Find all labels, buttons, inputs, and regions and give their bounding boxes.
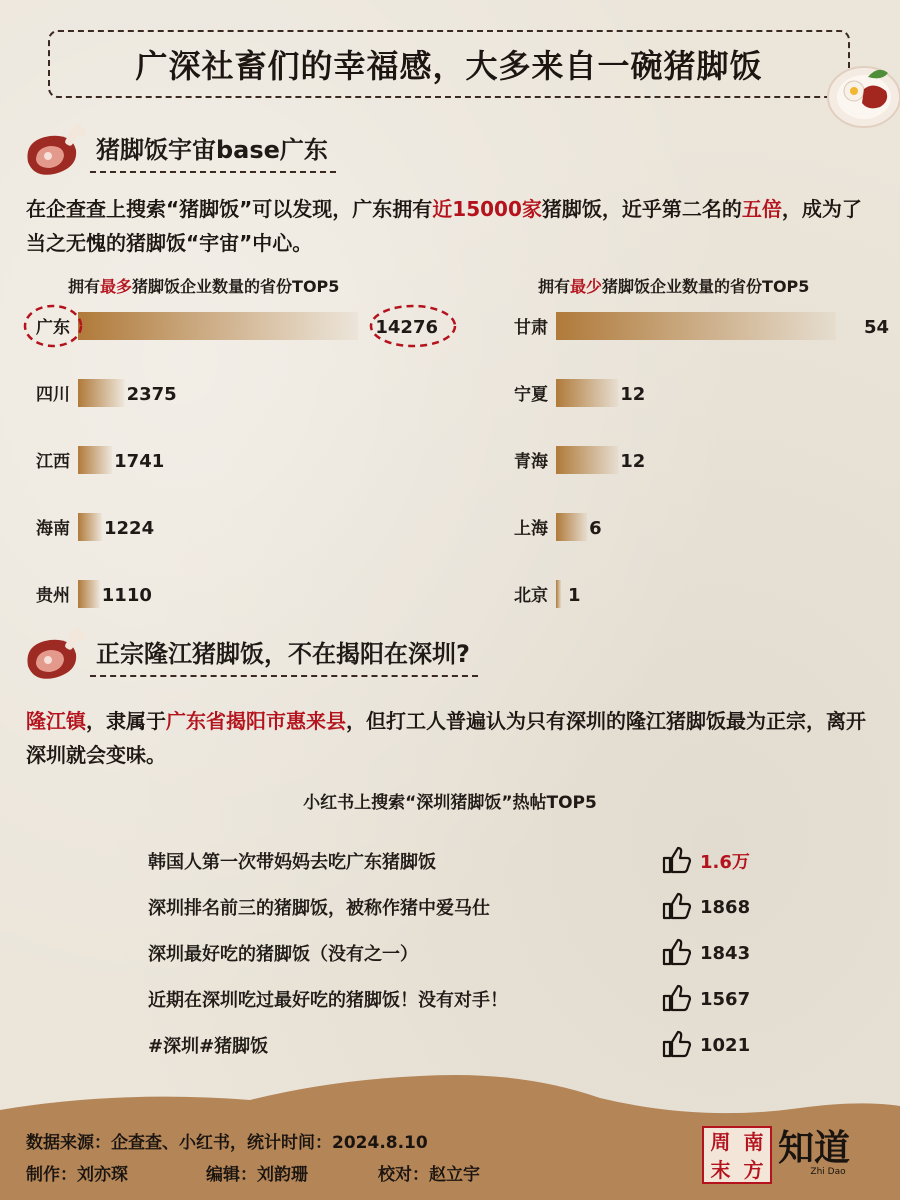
category-label: 广东 bbox=[36, 318, 70, 338]
value-label: 12 bbox=[620, 384, 646, 405]
post-title: 韩国人第一次带妈妈去吃广东猪脚饭 bbox=[148, 852, 436, 873]
para2-highlight-county: 广东省揭阳市惠来县 bbox=[166, 709, 346, 733]
post-likes: 1868 bbox=[700, 896, 751, 918]
page-title: 广深社畜们的幸福感，大多来自一碗猪脚饭 bbox=[135, 47, 763, 85]
section1-paragraph bbox=[26, 192, 876, 260]
value-label: 12 bbox=[620, 451, 646, 472]
para2-highlight-town: 隆江镇 bbox=[26, 709, 86, 733]
list-item bbox=[148, 838, 768, 884]
post-likes: 1567 bbox=[700, 988, 751, 1010]
list-item bbox=[148, 930, 768, 976]
chart-left-title-a: 拥有 bbox=[68, 277, 101, 296]
para1-text-b: 猪脚饭，近乎第二名的 bbox=[541, 197, 742, 221]
footer-source: 数据来源：企查查、小红书，统计时间：2024.8.10 bbox=[26, 1133, 428, 1153]
thumbs-up-icon bbox=[660, 936, 692, 968]
post-likes: 1843 bbox=[700, 942, 751, 964]
chart-right-title-c: 猪脚饭企业数量的省份TOP5 bbox=[602, 277, 810, 296]
value-label: 1110 bbox=[101, 585, 152, 606]
category-label: 贵州 bbox=[36, 586, 70, 606]
category-label: 上海 bbox=[514, 519, 548, 539]
post-likes: 1021 bbox=[700, 1034, 751, 1056]
section2-paragraph bbox=[26, 704, 876, 772]
category-label: 甘肃 bbox=[514, 318, 548, 338]
chart-left-title bbox=[68, 274, 339, 297]
list-item bbox=[148, 884, 768, 930]
bar bbox=[78, 580, 100, 608]
bar bbox=[556, 580, 561, 608]
value-label: 14276 bbox=[375, 317, 438, 338]
ham-icon bbox=[18, 626, 88, 684]
value-label: 2375 bbox=[126, 384, 177, 405]
chart-left-title-b: 最多 bbox=[100, 277, 133, 296]
value-label: 1224 bbox=[104, 518, 155, 539]
bar bbox=[556, 379, 618, 407]
para1-highlight-times: 五倍 bbox=[741, 197, 782, 221]
category-label: 海南 bbox=[36, 519, 70, 539]
para2-text-b: ，但打工人普遍认为只有深圳的隆江猪脚饭最为正宗，离开深圳就会变味。 bbox=[26, 709, 866, 767]
footer-editor: 编辑：刘韵珊 bbox=[206, 1165, 308, 1185]
list-item bbox=[148, 1022, 768, 1068]
para2-text-a: ，隶属于 bbox=[86, 709, 166, 733]
bar bbox=[78, 312, 358, 340]
posts-list bbox=[148, 838, 768, 1068]
bar bbox=[78, 379, 125, 407]
section1-heading bbox=[18, 122, 336, 180]
footer-proofreader: 校对：赵立宇 bbox=[378, 1165, 480, 1185]
chart-right bbox=[450, 300, 900, 620]
logo2-sub: Zhi Dao bbox=[810, 1167, 846, 1177]
category-label: 江西 bbox=[36, 452, 70, 472]
thumbs-up-icon bbox=[660, 982, 692, 1014]
footer-producer: 制作：刘亦琛 bbox=[26, 1165, 128, 1185]
post-title: 近期在深圳吃过最好吃的猪脚饭！没有对手！ bbox=[148, 990, 508, 1011]
category-label: 四川 bbox=[36, 385, 70, 405]
list-item bbox=[148, 976, 768, 1022]
post-title: #深圳#猪脚饭 bbox=[148, 1036, 269, 1057]
posts-title: 小红书上搜索“深圳猪脚饭”热帖TOP5 bbox=[303, 793, 597, 813]
para1-highlight-count: 近15000家 bbox=[432, 197, 542, 221]
bar bbox=[78, 513, 102, 541]
logo1-char: 方 bbox=[743, 1158, 764, 1182]
value-label: 6 bbox=[589, 518, 602, 539]
title-banner bbox=[48, 30, 850, 98]
zhidao-logo bbox=[778, 1120, 878, 1186]
post-title: 深圳最好吃的猪脚饭（没有之一） bbox=[148, 944, 418, 965]
category-label: 宁夏 bbox=[514, 385, 548, 405]
value-label: 54 bbox=[864, 317, 890, 338]
logo1-char: 南 bbox=[743, 1130, 764, 1154]
bar bbox=[78, 446, 112, 474]
section2-title: 正宗隆江猪脚饭，不在揭阳在深圳? bbox=[90, 634, 478, 677]
section2-heading bbox=[18, 626, 478, 684]
logo1-char: 末 bbox=[710, 1158, 731, 1182]
southern-weekly-logo bbox=[702, 1126, 772, 1184]
section1-title: 猪脚饭宇宙base广东 bbox=[90, 130, 336, 173]
logo1-char: 周 bbox=[710, 1130, 731, 1154]
para1-text-a: 在企查查上搜索“猪脚饭”可以发现，广东拥有 bbox=[26, 197, 433, 221]
chart-right-title-a: 拥有 bbox=[538, 277, 571, 296]
thumbs-up-icon bbox=[660, 844, 692, 876]
ham-icon bbox=[18, 122, 88, 180]
post-likes: 1.6万 bbox=[700, 852, 750, 873]
logo2-text: 知道 bbox=[778, 1127, 851, 1169]
thumbs-up-icon bbox=[660, 890, 692, 922]
rice-plate-icon bbox=[820, 55, 900, 130]
chart-right-title-b: 最少 bbox=[570, 277, 603, 296]
bar bbox=[556, 446, 618, 474]
thumbs-up-icon bbox=[660, 1028, 692, 1060]
value-label: 1741 bbox=[114, 451, 165, 472]
post-title: 深圳排名前三的猪脚饭，被称作猪中爱马仕 bbox=[148, 898, 490, 919]
bar bbox=[556, 312, 836, 340]
para1-text-c: ，成为了当之无愧的猪脚饭“宇宙”中心。 bbox=[26, 197, 862, 255]
chart-right-title bbox=[538, 274, 809, 297]
value-label: 1 bbox=[568, 585, 581, 606]
chart-left bbox=[0, 300, 450, 620]
category-label: 青海 bbox=[514, 452, 548, 472]
chart-left-title-c: 猪脚饭企业数量的省份TOP5 bbox=[132, 277, 340, 296]
category-label: 北京 bbox=[514, 586, 548, 606]
bar bbox=[556, 513, 587, 541]
